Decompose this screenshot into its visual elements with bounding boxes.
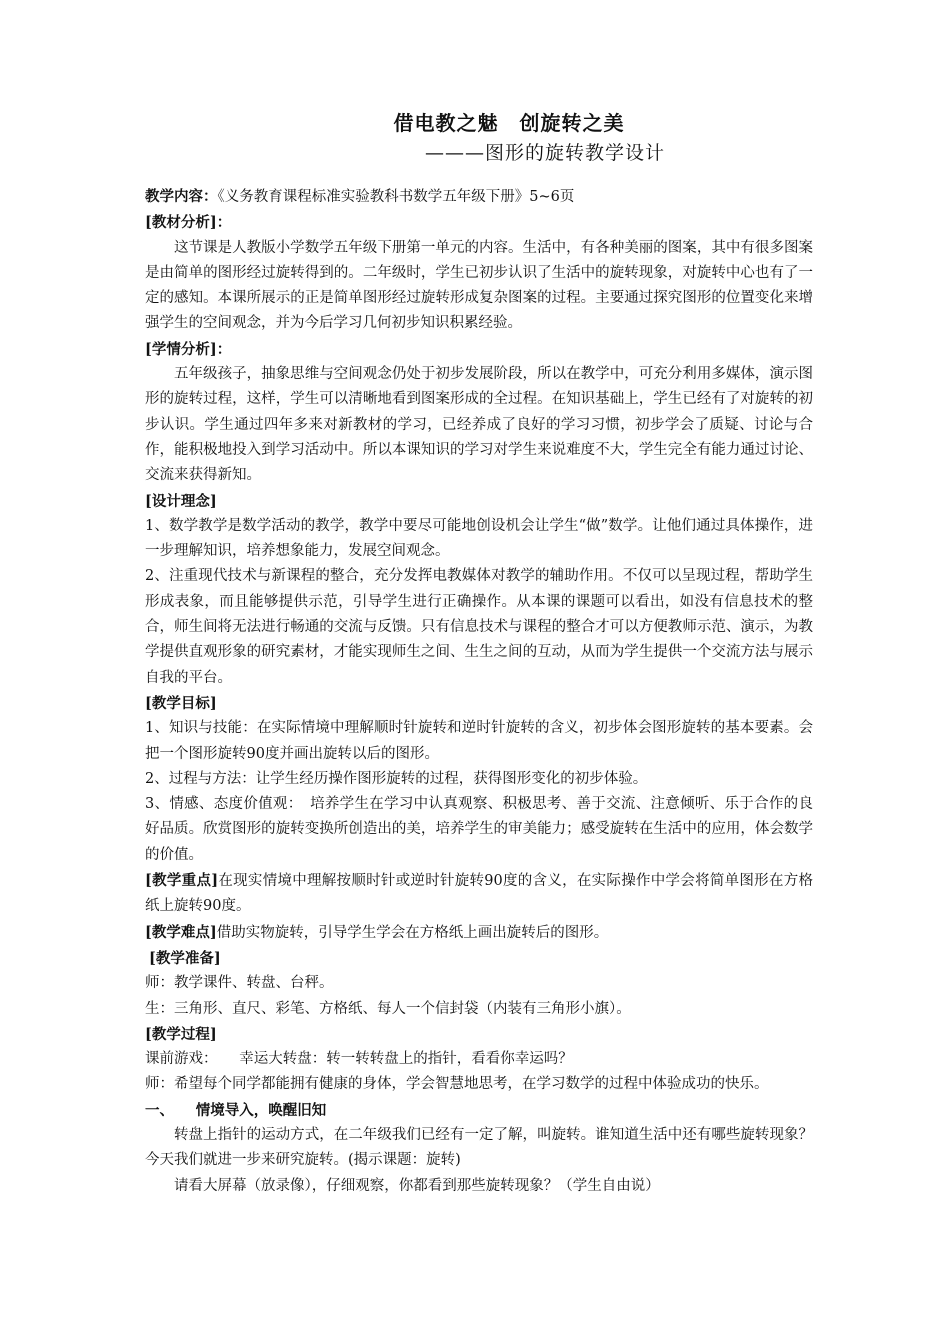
content-text: 《义务教育课程标准实验教科书数学五年级下册》5~6页 [217,189,575,205]
paragraph-concept-2: 2、注重现代技术与新课程的整合，充分发挥电教媒体对教学的辅助作用。不仅可以呈现过程，帮助学生形成表象，而且能够提供示范，引导学生进行正确操作。从本课的课题可以看出，如没有信息技术的整合，师生间将无法进行畅通的交流与反馈。只有信息技术与课程的整合才可以方便教师示范、演示，为教学提供直观形象的研究素材，才能实现师生之间、生生之间的互动，从而为学生提供一个交流方法与展示自我的平台。 [145,568,813,686]
paragraph-material: 这节课是人教版小学数学五年级下册第一单元的内容。生活中，有各种美丽的图案，其中有很多图案是由简单的图形经过旋转得到的。二年级时，学生已初步认识了生活中的旋转现象，对旋转中心也有了一定的感知。本课所展示的正是简单图形经过旋转形成复杂图案的过程。主要通过探究图形的位置变化来增强学生的空间观念，并为今后学习几何初步知识积累经验。 [145,239,813,332]
heading-difficulty: [教学难点] [145,923,217,941]
section-1-heading: 一、 情境导入，唤醒旧知 [145,1101,327,1119]
paragraph-teacher-hope: 师：希望每个同学都能拥有健康的身体，学会智慧地思考，在学习数学的过程中体验成功的快乐。 [145,1076,769,1093]
document-title: 借电教之魅 创旋转之美 [393,111,625,135]
teaching-content [145,184,813,210]
difficulty [145,920,813,946]
paragraph-section1-b: 请看大屏幕（放录像），仔细观察，你都看到那些旋转现象？（学生自由说） [174,1177,660,1194]
paragraph-goal-1: 1、知识与技能：在实际情境中理解顺时针旋转和逆时针旋转的含义，初步体会图形旋转的基本要素。会把一个图形旋转90度并画出旋转以后的图形。 [145,720,813,762]
heading-prep: [教学准备] [149,949,221,967]
paragraph-concept-1: 1、数学教学是数学活动的教学，教学中要尽可能地创设机会让学生“做”数学。让他们通过具体操作，进一步理解知识，培养想象能力，发展空间观念。 [145,517,813,560]
paragraph-goal-3: 3、情感、态度价值观： 培养学生在学习中认真观察、积极思考、善于交流、注意倾听、乐于合作的良好品质。欣赏图形的旋转变换所创造出的美，培养学生的审美能力；感受旋转在生活中的应用，体会数学的价值。 [145,796,813,863]
heading-key: [教学重点] [145,872,219,890]
heading-process: [教学过程] [145,1025,217,1043]
heading-students: [学情分析]： [145,340,232,358]
paragraph-section1-a: 转盘上指针的运动方式，在二年级我们已经有一定了解，叫旋转。谁知道生活中还有哪些旋转现象？今天我们就进一步来研究旋转。(揭示课题：旋转) [145,1126,813,1169]
heading-material: [教材分析]： [145,214,232,232]
paragraph-game: 课前游戏： 幸运大转盘：转一转转盘上的指针，看看你幸运吗？ [145,1051,573,1068]
heading-goals: [教学目标] [145,694,217,712]
paragraph-prep-student: 生：三角形、直尺、彩笔、方格纸、每人一个信封袋（内装有三角形小旗）。 [145,1000,631,1017]
heading-concept: [设计理念] [145,492,217,510]
paragraph-prep-teacher: 师：教学课件、转盘、台秤。 [145,975,334,992]
content-label: 教学内容： [145,188,218,205]
paragraph-difficulty: 借助实物旋转，引导学生学会在方格纸上画出旋转后的图形。 [216,924,609,941]
paragraph-goal-2: 2、过程与方法：让学生经历操作图形旋转的过程，获得图形变化的初步体验。 [145,770,648,787]
document-subtitle: ———图形的旋转教学设计 [425,142,666,164]
key-point [145,868,813,920]
paragraph-key: 在现实情境中理解按顺时针或逆时针旋转90度的含义，在实际操作中学会将简单图形在方格纸上旋转90度。 [145,873,813,915]
document-page [145,108,813,1199]
paragraph-students: 五年级孩子，抽象思维与空间观念仍处于初步发展阶段，所以在教学中，可充分利用多媒体，演示图形的旋转过程，这样，学生可以清晰地看到图案形成的全过程。在知识基础上，学生已经有了对旋转的初步认识。学生通过四年多来对新教材的学习，已经养成了良好的学习习惯，初步学会了质疑、讨论与合作，能积极地投入到学习活动中。所以本课知识的学习对学生来说难度不大，学生完全有能力通过讨论、交流来获得新知。 [145,366,813,484]
